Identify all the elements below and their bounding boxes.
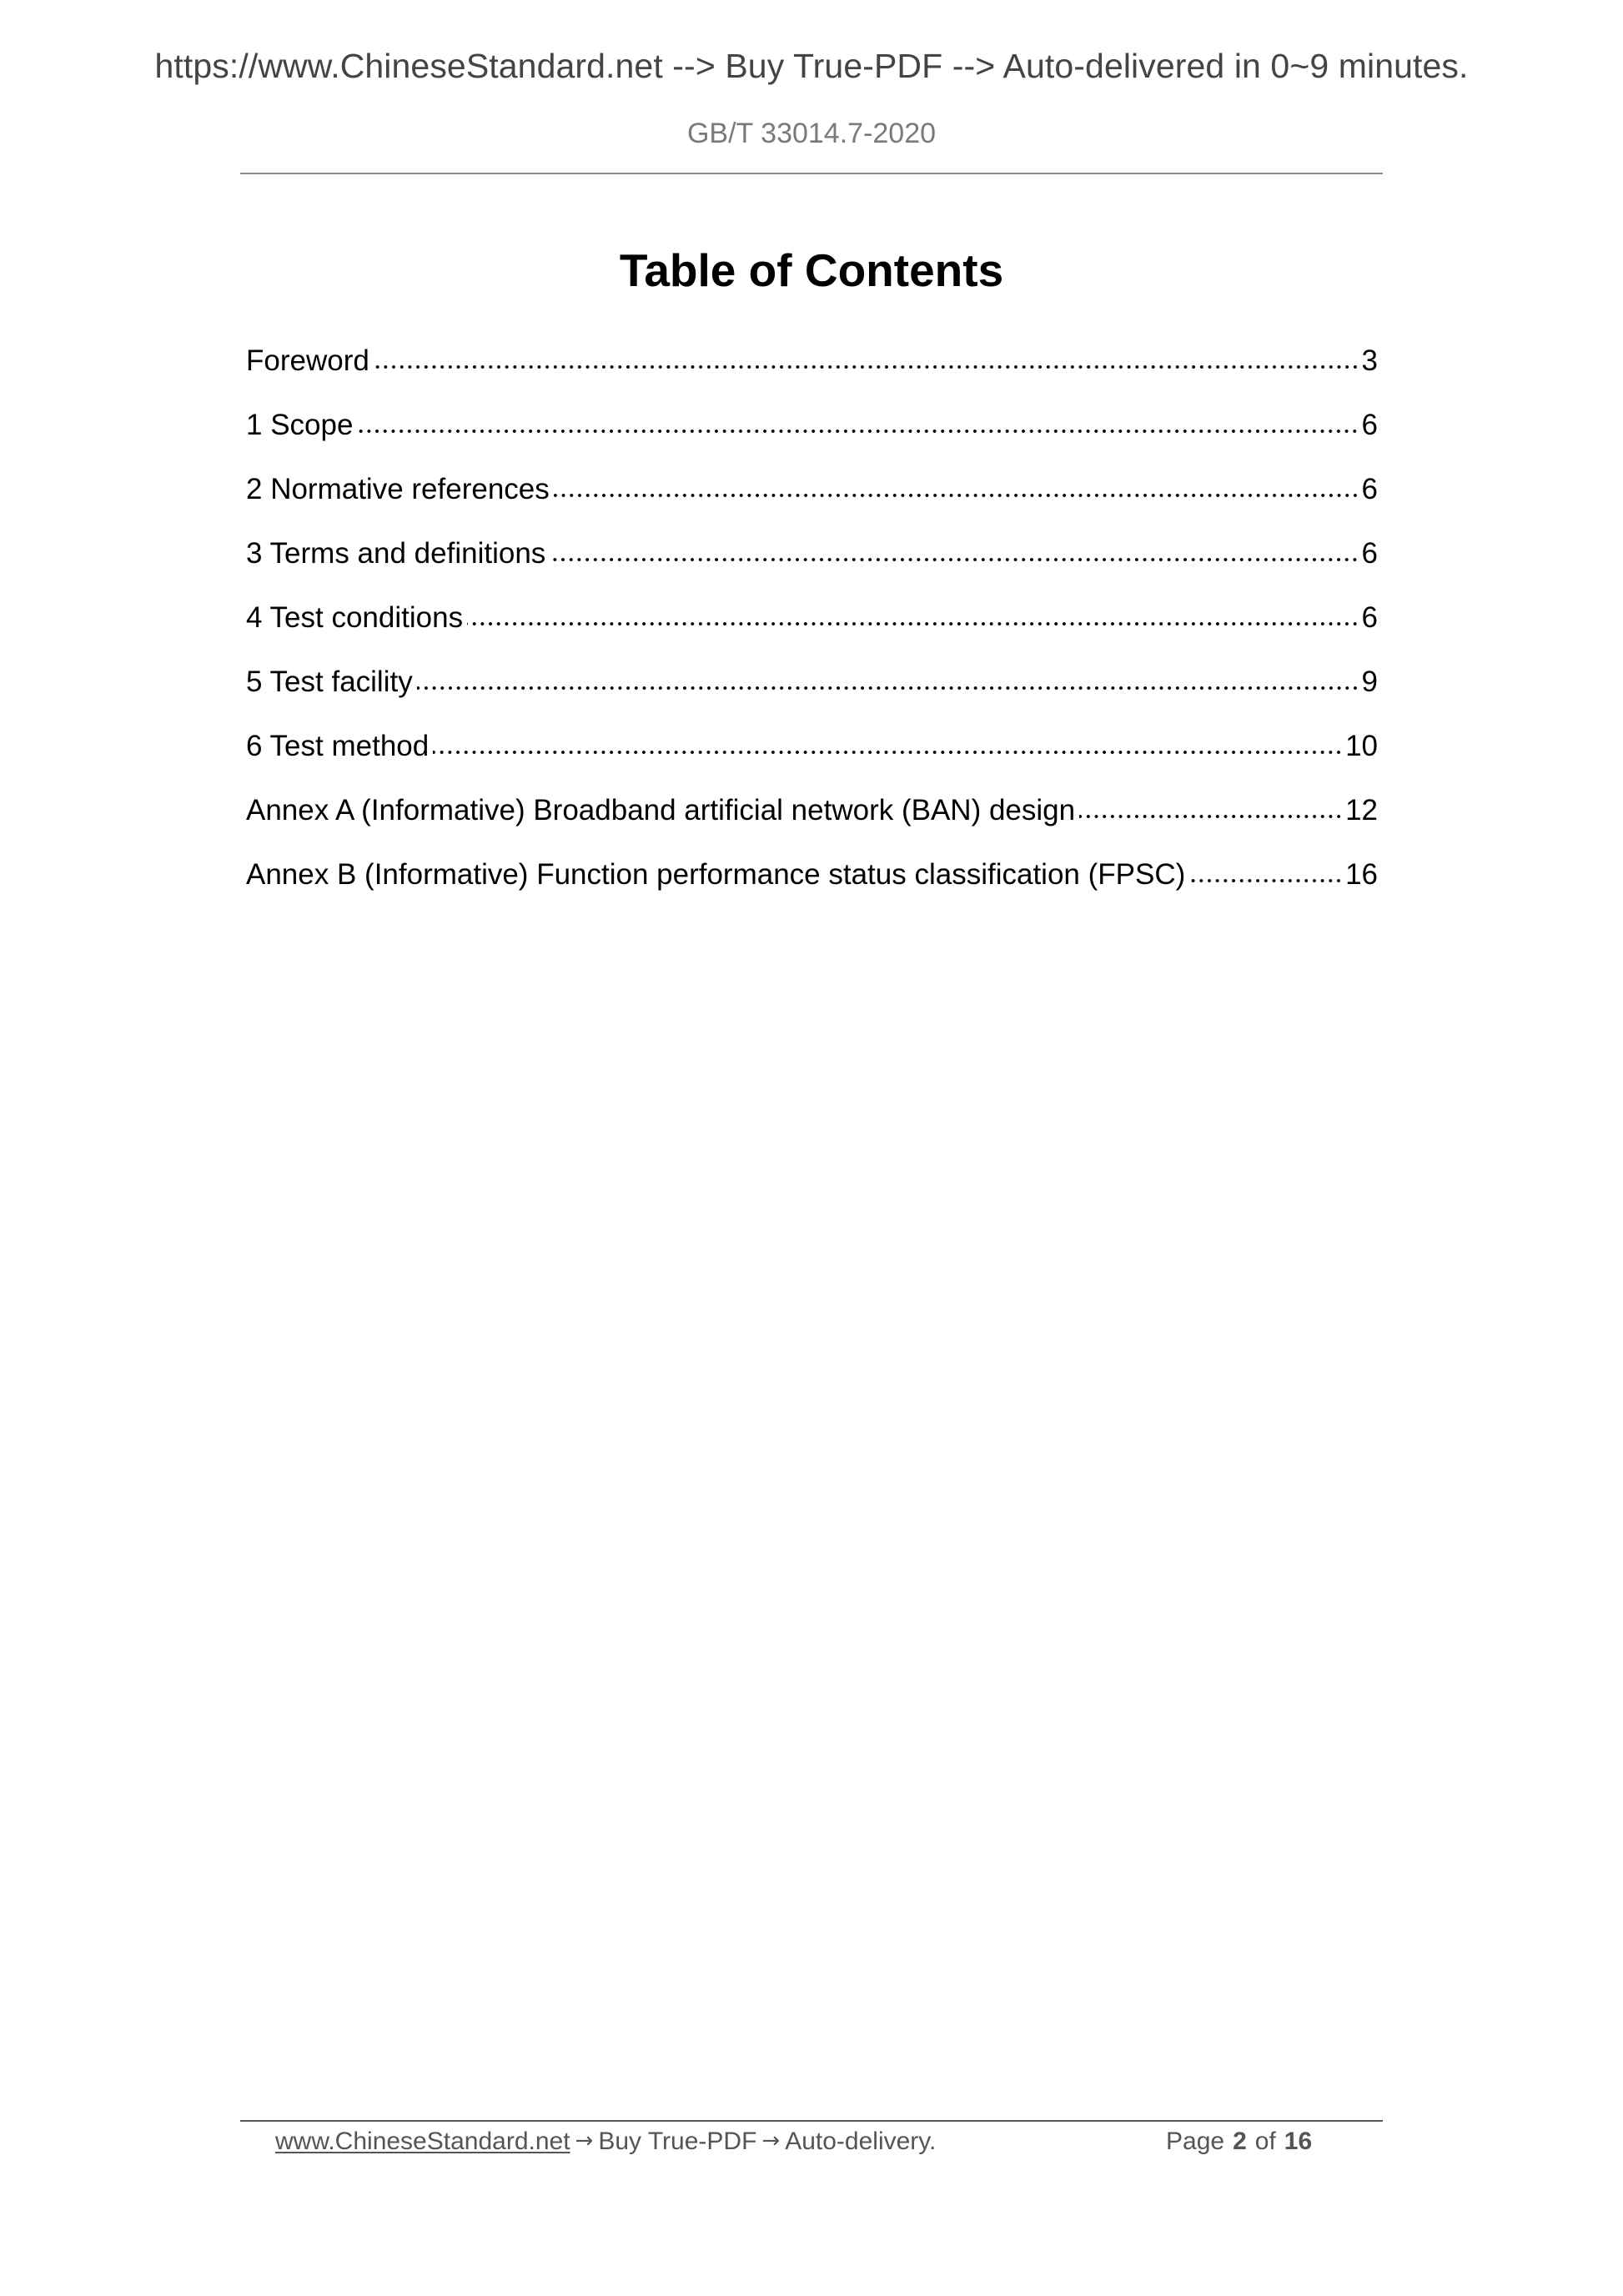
toc-entry-page: 12 xyxy=(1345,794,1378,826)
toc-entry-label: 5 Test facility xyxy=(246,666,413,698)
page-title: Table of Contents xyxy=(619,244,1004,296)
toc-entry-annex-a[interactable] xyxy=(246,791,1378,856)
toc-entry-scope[interactable] xyxy=(246,406,1378,470)
toc-entry-label: 1 Scope xyxy=(246,409,354,441)
dot-leader xyxy=(433,749,1343,756)
dot-leader xyxy=(467,620,1359,627)
delivery-text: Auto-delivery. xyxy=(785,2128,937,2155)
toc-entry-annex-b[interactable] xyxy=(246,856,1378,920)
toc-entry-page: 9 xyxy=(1361,666,1378,698)
toc-entry-page: 6 xyxy=(1361,537,1378,570)
toc-entry-test-conditions[interactable] xyxy=(246,599,1378,663)
dot-leader xyxy=(417,685,1359,691)
toc-entry-label: Foreword xyxy=(246,344,369,377)
document-code: GB/T 33014.7-2020 xyxy=(686,118,937,149)
of-label: of xyxy=(1254,2128,1276,2155)
dot-leader xyxy=(550,556,1359,563)
dot-leader xyxy=(1189,877,1343,884)
toc-entry-page: 10 xyxy=(1345,730,1378,762)
toc-entry-test-method[interactable] xyxy=(246,727,1378,791)
dot-leader xyxy=(554,492,1359,499)
dot-leader xyxy=(357,428,1359,435)
toc-entry-foreword[interactable] xyxy=(246,342,1378,406)
page-footer xyxy=(0,2125,1623,2158)
toc-entry-label: 2 Normative references xyxy=(246,473,550,505)
top-banner: https://www.ChineseStandard.net --> Buy True-PDF --> Auto-delivered in 0~9 minutes. xyxy=(154,47,1469,85)
toc-entry-label: 6 Test method xyxy=(246,730,430,762)
arrow-right-icon: → xyxy=(761,2128,781,2153)
current-page-number: 2 xyxy=(1233,2128,1247,2155)
toc-entry-terms-and-definitions[interactable] xyxy=(246,535,1378,599)
header-divider xyxy=(240,173,1383,174)
toc-entry-label: 4 Test conditions xyxy=(246,601,464,634)
toc-entry-test-facility[interactable] xyxy=(246,663,1378,727)
toc-entry-page: 3 xyxy=(1361,344,1378,377)
dot-leader xyxy=(1079,813,1343,820)
table-of-contents xyxy=(246,342,1378,920)
toc-entry-page: 6 xyxy=(1361,601,1378,634)
site-link[interactable]: www.ChineseStandard.net xyxy=(275,2128,570,2155)
dot-leader xyxy=(374,364,1359,370)
toc-entry-normative-references[interactable] xyxy=(246,470,1378,535)
toc-entry-label: 3 Terms and definitions xyxy=(246,537,546,570)
toc-entry-label: Annex B (Informative) Function performance status classification (FPSC) xyxy=(246,858,1186,891)
toc-entry-label: Annex A (Informative) Broadband artificial network (BAN) design xyxy=(246,794,1076,826)
toc-entry-page: 16 xyxy=(1345,858,1378,891)
footer-promo xyxy=(275,2125,936,2159)
toc-entry-page: 6 xyxy=(1361,409,1378,441)
total-pages-number: 16 xyxy=(1284,2128,1313,2155)
toc-entry-page: 6 xyxy=(1361,473,1378,505)
page-indicator xyxy=(1166,2125,1312,2158)
footer-divider xyxy=(240,2120,1383,2122)
page-label: Page xyxy=(1166,2128,1225,2155)
buy-text: Buy True-PDF xyxy=(598,2128,757,2155)
arrow-right-icon: → xyxy=(575,2128,594,2153)
